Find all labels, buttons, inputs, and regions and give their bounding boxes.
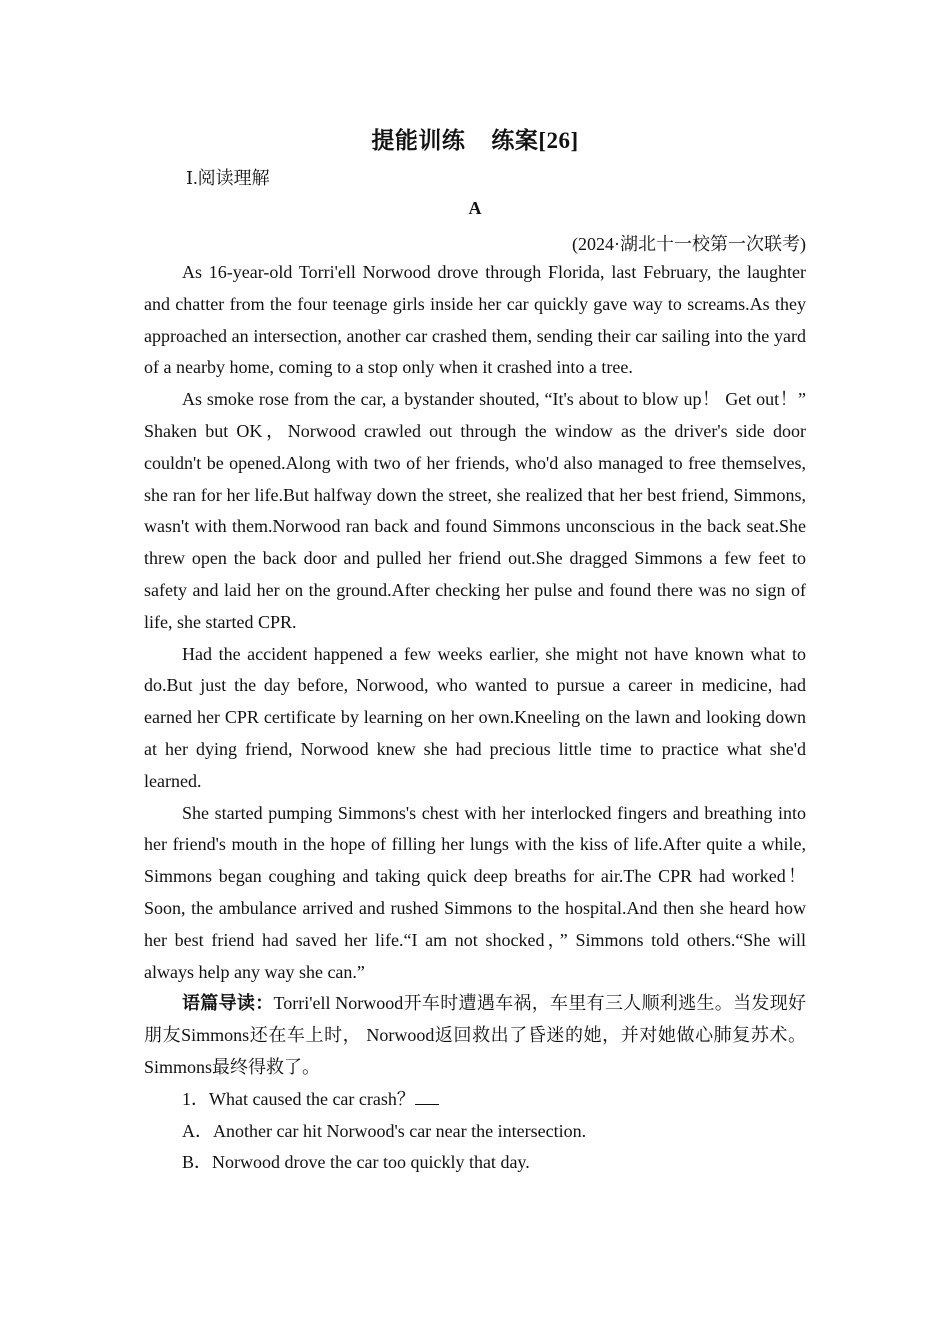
passage-letter: A [468, 198, 482, 218]
title-part-2: 练案[26] [491, 128, 579, 153]
option-text: Another car hit Norwood's car near the intersection. [213, 1120, 587, 1141]
guide-text: Torri'ell Norwood开车时遭遇车祸，车里有三人顺利逃生。当发现好朋友Simmons还在车上时， Norwood返回救出了昏迷的她，并对她做心肺复苏术。Simmons最终得救了。 [144, 993, 807, 1077]
paragraph-2: As smoke rose from the car, a bystander shouted, “It's about to blow up！ Get out！” Shaken but OK，Norwood crawled out through the window as the driver's side door couldn't be opened.Along with two of her friends, who'd also managed to free themselves, she ran for her life.But halfway down the street, she realized that her best friend, Simmons, wasn't with them.Norwood ran back and found Simmons unconscious in the back seat.She threw open the back door and pulled her friend out.She dragged Simmons a few feet to safety and laid her on the ground.After checking her pulse and found there was no sign of life, she started CPR. [144, 389, 806, 632]
paragraph-1: As 16-year-old Torri'ell Norwood drove through Florida, last February, the laughter and chatter from the four teenage girls inside her car quickly gave way to screams.As they approached an intersection, another car crashed them, sending their car sailing into the yard of a nearby home, coming to a stop only when it crashed into a tree. [144, 262, 806, 378]
passage-guide [144, 988, 806, 1083]
paragraph-4: She started pumping Simmons's chest with her interlocked fingers and breathing into her friend's mouth in the hope of filling her lungs with the kiss of life.After quite a while, Simmons began coughing and taking quick deep breaths for air.The CPR had worked！ Soon, the ambulance arrived and rushed Simmons to the hospital.And then she heard how her best friend had saved her life.“I am not shocked，” Simmons told others.“She will always help any way she can.” [144, 802, 806, 982]
section-heading: Ⅰ.阅读理解 [186, 168, 270, 188]
question-1 [144, 1084, 806, 1116]
passage-body [144, 257, 806, 1179]
option-text: Norwood drove the car too quickly that day. [212, 1152, 530, 1173]
question-number: 1． [182, 1088, 209, 1109]
paragraph-3: Had the accident happened a few weeks earlier, she might not have known what to do.But just the day before, Norwood, who wanted to pursue a career in medicine, had earned her CPR certificate by learning on her own.Kneeling on the lawn and looking down at her dying friend, Norwood knew she had precious little time to practice what she'd learned. [144, 643, 806, 791]
title-part-1: 提能训练 [371, 128, 466, 153]
option-b[interactable] [144, 1147, 806, 1179]
option-a[interactable] [144, 1116, 806, 1148]
question-text: What caused the car crash？ [209, 1088, 415, 1109]
option-letter: A． [182, 1120, 213, 1141]
option-letter: B． [182, 1152, 213, 1173]
guide-label: 语篇导读： [182, 993, 274, 1014]
passage-source: (2024·湖北十一校第一次联考) [572, 234, 806, 254]
page-title [0, 122, 950, 155]
answer-blank[interactable] [415, 1088, 439, 1105]
